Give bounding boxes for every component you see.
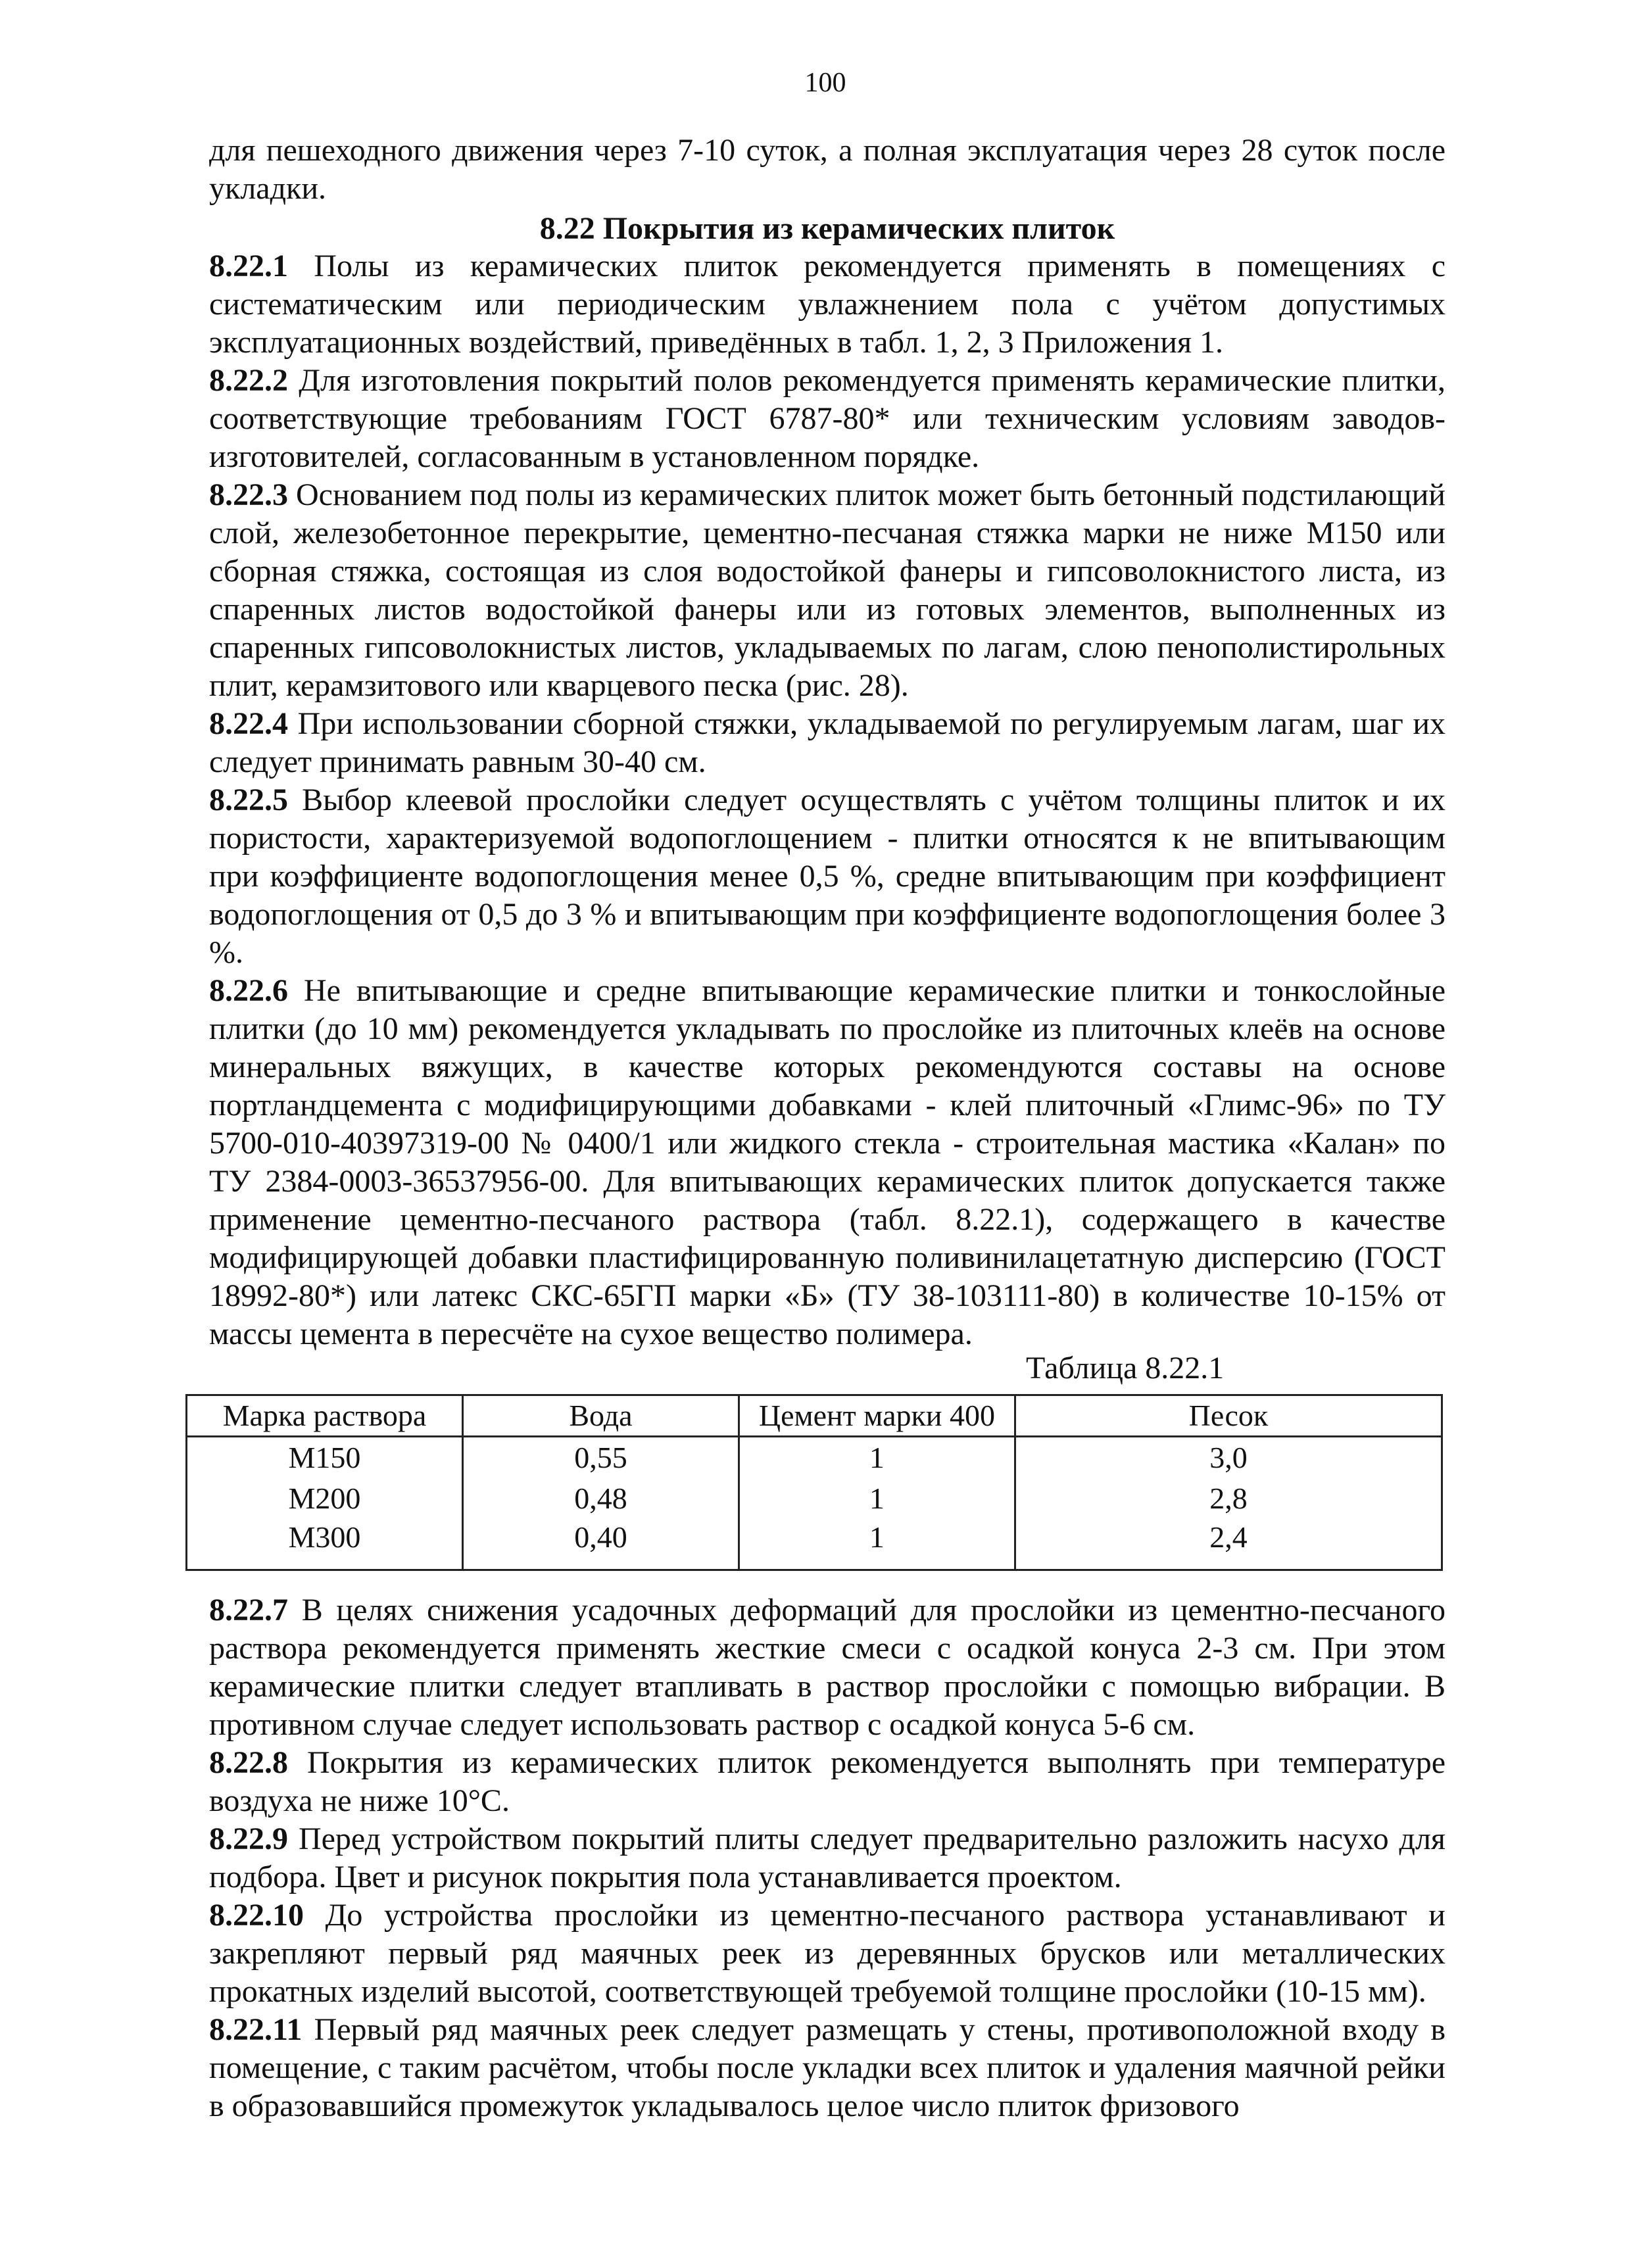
- paragraph-8-22-3: [209, 476, 1446, 705]
- paragraph-number: 8.22.1: [209, 249, 288, 283]
- paragraph-number: 8.22.11: [209, 2012, 303, 2047]
- paragraph-8-22-9: [209, 1820, 1446, 1896]
- table-cell: М200: [187, 1478, 463, 1519]
- table-cell: 2,8: [1015, 1478, 1442, 1519]
- paragraphs-top: [209, 247, 1446, 1353]
- paragraph-8-22-7: [209, 1591, 1446, 1744]
- paragraph-text: При использовании сборной стяжки, укладываемой по регулируемым лагам, шаг их следует принимать равным 30-40 см.: [209, 706, 1446, 779]
- paragraph-number: 8.22.4: [209, 706, 288, 741]
- paragraph-number: 8.22.3: [209, 477, 288, 512]
- paragraph-number: 8.22.8: [209, 1745, 288, 1780]
- paragraph-text: Покрытия из керамических плиток рекомендуется выполнять при температуре воздуха не ниже 10°С.: [209, 1745, 1446, 1818]
- paragraph-text: В целях снижения усадочных деформаций для прослойки из цементно-песчаного раствора рекомендуется применять жесткие смеси с осадкой конуса 2-3 см. При этом керамические плитки следует втапливать в раствор прослойки с помощью вибрации. В противном случае следует использовать раствор с осадкой конуса 5-6 см.: [209, 1593, 1446, 1742]
- table-row: [187, 1519, 1442, 1570]
- paragraph-8-22-11: [209, 2011, 1446, 2125]
- paragraph-text: Полы из керамических плиток рекомендуется применять в помещениях с систематическим или периодическим увлажнением пола с учётом допустимых эксплуатационных воздействий, приведённых в табл. 1, 2, 3 Приложения 1.: [209, 249, 1446, 360]
- paragraph-number: 8.22.2: [209, 363, 288, 398]
- table-cell: 1: [739, 1478, 1015, 1519]
- table-cell: 2,4: [1015, 1519, 1442, 1570]
- mortar-table: [185, 1394, 1443, 1571]
- table-cell: 3,0: [1015, 1437, 1442, 1479]
- table-cell: 1: [739, 1437, 1015, 1479]
- column-header: Вода: [462, 1395, 739, 1437]
- table-cell: 1: [739, 1519, 1015, 1570]
- table-cell: 0,55: [462, 1437, 739, 1479]
- paragraph-number: 8.22.9: [209, 1821, 288, 1856]
- intro-text: для пешеходного движения через 7-10 суток, а полная эксплуатация через 28 суток после укладки.: [209, 133, 1446, 206]
- paragraph-text: Выбор клеевой прослойки следует осуществлять с учётом толщины плиток и их пористости, характеризуемой водопоглощением - плитки относятся к не впитывающим при коэффициенте водопоглощения менее 0,5 %, средне впитывающим при коэффициент водопоглощения от 0,5 до 3 % и впитывающим при коэффициенте водопоглощения более 3 %.: [209, 783, 1446, 970]
- table-header-row: [187, 1395, 1442, 1437]
- paragraph-number: 8.22.5: [209, 783, 288, 817]
- column-header: Марка раствора: [187, 1395, 463, 1437]
- table-cell: 0,40: [462, 1519, 739, 1570]
- paragraph-text: Для изготовления покрытий полов рекомендуется применять керамические плитки, соответствующие требованиям ГОСТ 6787-80* или техническим условиям заводов-изготовителей, согласованным в установленном порядке.: [209, 363, 1446, 474]
- paragraph-text: Первый ряд маячных реек следует размещать у стены, противоположной входу в помещение, с таким расчётом, чтобы после укладки всех плиток и удаления маячной рейки в образовавшийся промежуток укладывалось целое число плиток фризового: [209, 2012, 1446, 2123]
- intro-paragraph: [209, 132, 1446, 208]
- column-header: Цемент марки 400: [739, 1395, 1015, 1437]
- paragraphs-bottom: [209, 1591, 1446, 2125]
- paragraph-text: Перед устройством покрытий плиты следует предварительно разложить насухо для подбора. Цвет и рисунок покрытия пола устанавливается проектом.: [209, 1821, 1446, 1894]
- table-caption: Таблица 8.22.1: [1026, 1351, 1225, 1385]
- paragraph-8-22-2: [209, 362, 1446, 476]
- paragraph-8-22-1: [209, 247, 1446, 362]
- paragraph-number: 8.22.7: [209, 1593, 288, 1627]
- table-row: [187, 1437, 1442, 1479]
- paragraph-number: 8.22.10: [209, 1898, 304, 1933]
- column-header: Песок: [1015, 1395, 1442, 1437]
- table-cell: 0,48: [462, 1478, 739, 1519]
- paragraph-text: Не впитывающие и средне впитывающие керамические плитки и тонкослойные плитки (до 10 мм) рекомендуется укладывать по прослойке из плиточных клеёв на основе минеральных вяжущих, в качестве которых рекомендуются составы на основе портландцемента с модифицирующими добавками - клей плиточный «Глимс-96» по ТУ 5700-010-40397319-00 № 0400/1 или жидкого стекла - строительная мастика «Калан» по ТУ 2384-0003-36537956-00. Для впитывающих керамических плиток допускается также применение цементно-песчаного раствора (табл. 8.22.1), содержащего в качестве модифицирующей добавки пластифицированную поливинилацетатную дисперсию (ГОСТ 18992-80*) или латекс СКС-65ГП марки «Б» (ТУ 38-103111-80) в количестве 10-15% от массы цемента в пересчёте на сухое вещество полимера.: [209, 973, 1446, 1351]
- paragraph-text: До устройства прослойки из цементно-песчаного раствора устанавливают и закрепляют первый ряд маячных реек из деревянных брусков или металлических прокатных изделий высотой, соответствующей требуемой толщине прослойки (10-15 мм).: [209, 1898, 1446, 2009]
- paragraph-8-22-4: [209, 705, 1446, 781]
- paragraph-8-22-5: [209, 781, 1446, 972]
- page-number: 100: [804, 68, 846, 98]
- paragraph-8-22-6: [209, 972, 1446, 1353]
- table-row: [187, 1478, 1442, 1519]
- paragraph-8-22-10: [209, 1896, 1446, 2011]
- paragraph-number: 8.22.6: [209, 973, 288, 1008]
- table-cell: М300: [187, 1519, 463, 1570]
- table-cell: М150: [187, 1437, 463, 1479]
- paragraph-8-22-8: [209, 1744, 1446, 1820]
- paragraph-text: Основанием под полы из керамических плиток может быть бетонный подстилающий слой, железобетонное перекрытие, цементно-песчаная стяжка марки не ниже М150 или сборная стяжка, состоящая из слоя водостойкой фанеры и гипсоволокнистого листа, из спаренных листов водостойкой фанеры или из готовых элементов, выполненных из спаренных гипсоволокнистых листов, укладываемых по лагам, слою пенополистирольных плит, керамзитового или кварцевого песка (рис. 28).: [209, 477, 1446, 703]
- section-heading: 8.22 Покрытия из керамических плиток: [539, 211, 1115, 246]
